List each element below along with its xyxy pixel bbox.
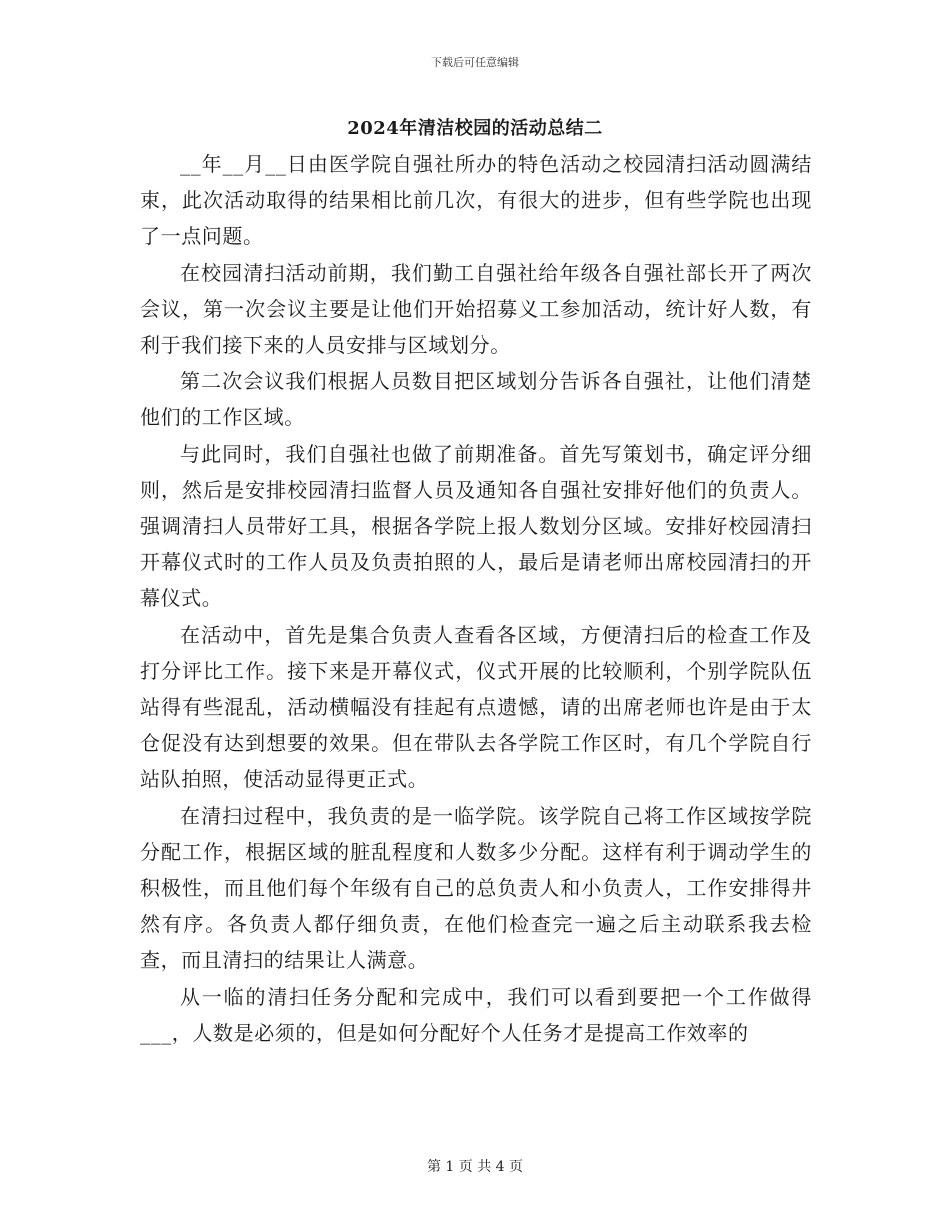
document-body (140, 146, 812, 1051)
paragraph: __年__月__日由医学院自强社所办的特色活动之校园清扫活动圆满结束，此次活动取得的结果相比前几次，有很大的进步，但有些学院也出现了一点问题。 (140, 152, 812, 249)
page-indicator: 第 1 页 共 4 页 (426, 1159, 524, 1175)
paragraph: 与此同时，我们自强社也做了前期准备。首先写策划书，确定评分细则，然后是安排校园清扫监督人员及通知各自强社安排好他们的负责人。强调清扫人员带好工具，根据各学院上报人数划分区域。安排好校园清扫开幕仪式时的工作人员及负责拍照的人，最后是请老师出席校园清扫的开幕仪式。 (140, 441, 812, 611)
paragraph: 第二次会议我们根据人员数目把区域划分告诉各自强社，让他们清楚他们的工作区域。 (140, 369, 812, 430)
paragraph: 从一临的清扫任务分配和完成中，我们可以看到要把一个工作做得___，人数是必须的，但是如何分配好个人任务才是提高工作效率的 (140, 984, 812, 1045)
page-header-note: 下载后可任意编辑 (431, 56, 519, 69)
document-title: 2024年清洁校园的活动总结二 (347, 118, 603, 139)
paragraph: 在校园清扫活动前期，我们勤工自强社给年级各自强社部长开了两次会议，第一次会议主要是让他们开始招募义工参加活动，统计好人数，有利于我们接下来的人员安排与区域划分。 (140, 260, 812, 358)
paragraph: 在清扫过程中，我负责的是一临学院。该学院自己将工作区域按学院分配工作，根据区域的脏乱程度和人数多少分配。这样有利于调动学生的积极性，而且他们每个年级有自己的总负责人和小负责人，工作安排得井然有序。各负责人都仔细负责，在他们检查完一遍之后主动联系我去检查，而且清扫的结果让人满意。 (140, 803, 812, 973)
paragraph: 在活动中，首先是集合负责人查看各区域，方便清扫后的检查工作及打分评比工作。接下来是开幕仪式，仪式开展的比较顺利，个别学院队伍站得有些混乱，活动横幅没有挂起有点遗憾，请的出席老师也许是由于太仓促没有达到想要的效果。但在带队去各学院工作区时，有几个学院自行站队拍照，使活动显得更正式。 (140, 622, 812, 792)
